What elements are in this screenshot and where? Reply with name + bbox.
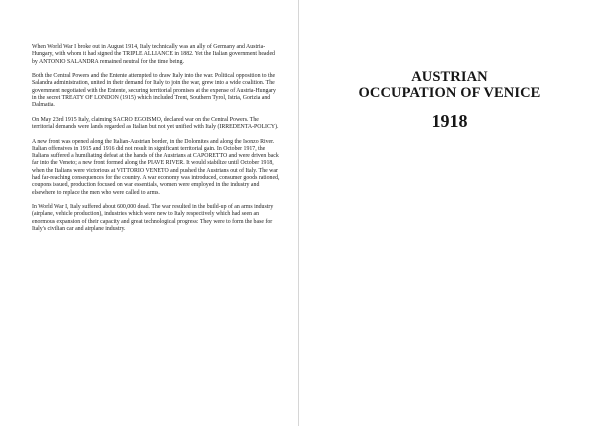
right-page (299, 0, 600, 426)
paragraph-declaration-of-war: On May 23rd 1915 Italy, claiming SACRO EGOISMO, declared war on the Central Powers. The territorial demands were lands regarded as Italian but not yet unified with Italy (IRREDENTA-POLICY). (32, 116, 279, 131)
paragraph-triple-alliance: When World War I broke out in August 1914, Italy technically was an ally of Germany and Austria-Hungary, with whom it had signed the TRIPLE ALLIANCE in 1882. Yet the Italian government headed by ANTONIO SALANDRA remained neutral for the time being. (32, 44, 275, 65)
paragraph-treaty-of-london: Both the Central Powers and the Entente attempted to draw Italy into the war. Political opposition to the Salandra administration, united in their demand for Italy to join the war, grew into a wide coalition. The government negotiated with the Entente, securing territorial promises at the expense of Austria-Hungary in the secret TREATY OF LONDON (1915) which included Trent, Southern Tyrol, Istria, Gorizia and Dalmatia. (32, 73, 276, 109)
history-text-block (32, 44, 280, 240)
paragraph-war-consequences: In World War I, Italy suffered about 600,000 dead. The war resulted in the build-up of an arms industry (airplane, vehicle production), industries which were new to Italy respectively which had seen an enormous expansion of their capacity and great technological progress: They were to form the base for Italy's civilian car and airplane industry. (32, 204, 274, 232)
paragraph-italian-front: A new front was opened along the Italian-Austrian border, in the Dolomites and along the Isonzo River. Italian offensives in 1915 and 1916 did not result in significant territorial gain. In October 1917, the Italians suffered a humiliating defeat at the hands of the Austrians at CAPORETTO and were driven back far into the Veneto; a new front formed along the PIAVE RIVER. It would stabilize until October 1918, when the Italians were victorious at VITTORIO VENETO and pushed the Austrians out of Italy. The war had far-reaching consequences for the country. A war economy was introduced, consumer goods rationed, coupons issued, production focused on war essentials, women were employed in the industry and elsewhere to replace the men who were called to arms. (32, 138, 280, 196)
title-year: 1918 (431, 111, 468, 131)
left-page (0, 0, 298, 426)
title-line-austrian: AUSTRIAN (411, 69, 488, 85)
title-line-occupation: OCCUPATION OF VENICE (358, 84, 541, 101)
title-block (299, 70, 600, 131)
